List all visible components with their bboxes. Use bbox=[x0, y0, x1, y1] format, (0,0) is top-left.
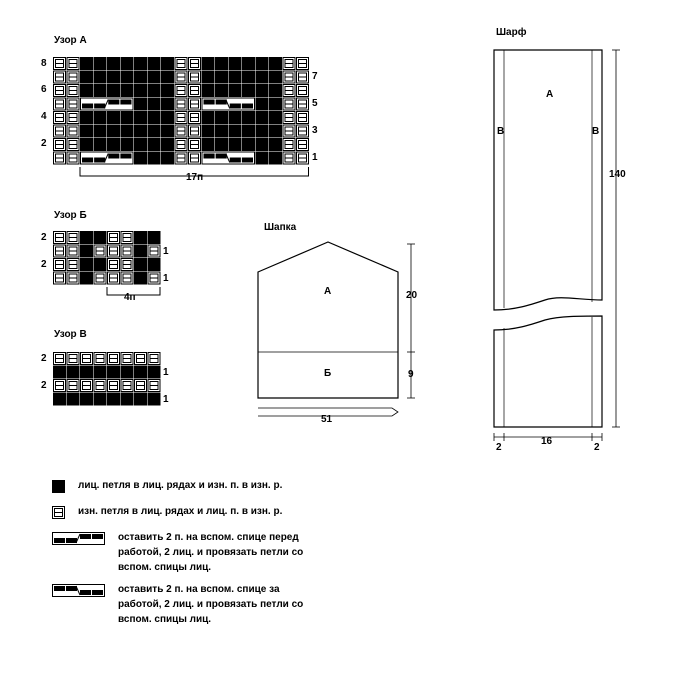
legend-cable-back-line2: работой, 2 лиц. и провязать петли со bbox=[118, 599, 304, 610]
pattern-b-row-1b: 1 bbox=[163, 273, 169, 284]
knit-stitch-icon bbox=[229, 125, 241, 137]
knit-stitch-icon bbox=[135, 366, 147, 378]
purl-stitch-icon bbox=[121, 380, 133, 392]
knit-stitch-icon bbox=[108, 125, 120, 137]
scarf-edge-left-width: 2 bbox=[496, 442, 502, 453]
knit-stitch-icon bbox=[162, 98, 174, 110]
knit-stitch-icon bbox=[54, 393, 66, 405]
scarf-center-width: 16 bbox=[541, 436, 553, 447]
cable-stitch-mark bbox=[54, 586, 65, 591]
purl-stitch-icon bbox=[283, 139, 295, 151]
cable-stitch-mark bbox=[230, 158, 241, 163]
knit-stitch-icon bbox=[216, 112, 228, 124]
pattern-b-title: Узор Б bbox=[54, 210, 87, 221]
knit-stitch-icon bbox=[135, 125, 147, 137]
knit-stitch-icon bbox=[67, 366, 79, 378]
knit-stitch-icon bbox=[81, 112, 93, 124]
cable-stitch-mark bbox=[108, 154, 119, 159]
hat-section-a: А bbox=[324, 286, 332, 297]
scarf-section-a: А bbox=[546, 89, 554, 100]
purl-stitch-icon bbox=[297, 139, 309, 151]
knit-stitch-icon bbox=[148, 125, 160, 137]
cable-stitch-mark bbox=[92, 590, 103, 595]
purl-stitch-icon bbox=[283, 112, 295, 124]
purl-stitch-icon bbox=[67, 98, 79, 110]
knit-stitch-icon bbox=[243, 85, 255, 97]
cable-stitch-mark bbox=[216, 154, 227, 159]
pattern-b-row-1a: 1 bbox=[163, 246, 169, 257]
knit-stitch-icon bbox=[54, 366, 66, 378]
purl-stitch-icon bbox=[54, 98, 66, 110]
purl-stitch-icon bbox=[148, 353, 160, 365]
knit-stitch-icon bbox=[229, 58, 241, 70]
cable-stitch-mark bbox=[80, 534, 91, 539]
knit-stitch-icon bbox=[270, 98, 282, 110]
purl-stitch-icon bbox=[54, 139, 66, 151]
knit-stitch-icon bbox=[135, 393, 147, 405]
purl-stitch-icon bbox=[94, 272, 106, 284]
purl-stitch-icon bbox=[297, 85, 309, 97]
knit-stitch-icon bbox=[121, 58, 133, 70]
knit-stitch-icon bbox=[135, 152, 147, 164]
purl-stitch-icon bbox=[189, 152, 201, 164]
knit-stitch-icon bbox=[229, 71, 241, 83]
knit-stitch-icon bbox=[81, 71, 93, 83]
knit-stitch-icon bbox=[202, 71, 214, 83]
purl-stitch-icon bbox=[297, 152, 309, 164]
purl-stitch-icon bbox=[67, 58, 79, 70]
knit-stitch-icon bbox=[148, 152, 160, 164]
cable-stitch-mark bbox=[120, 100, 131, 105]
purl-stitch-icon bbox=[297, 125, 309, 137]
knit-stitch-icon bbox=[202, 139, 214, 151]
purl-stitch-icon bbox=[54, 58, 66, 70]
knit-stitch-icon bbox=[81, 245, 93, 257]
purl-stitch-icon bbox=[108, 380, 120, 392]
purl-stitch-icon bbox=[67, 139, 79, 151]
cable-stitch-mark bbox=[66, 586, 77, 591]
purl-stitch-icon bbox=[175, 139, 187, 151]
knit-stitch-icon bbox=[216, 85, 228, 97]
knit-stitch-icon bbox=[256, 98, 268, 110]
cable-stitch-mark bbox=[108, 100, 119, 105]
purl-stitch-icon bbox=[189, 139, 201, 151]
purl-stitch-icon bbox=[67, 232, 79, 244]
knit-stitch-icon bbox=[216, 71, 228, 83]
knit-stitch-icon bbox=[121, 366, 133, 378]
knit-stitch-icon bbox=[270, 58, 282, 70]
knit-stitch-icon bbox=[135, 85, 147, 97]
purl-stitch-icon bbox=[81, 380, 93, 392]
cable-stitch-mark bbox=[216, 100, 227, 105]
pattern-v-title: Узор В bbox=[54, 329, 87, 340]
knit-stitch-icon bbox=[121, 139, 133, 151]
scarf-length: 140 bbox=[609, 169, 626, 180]
purl-stitch-icon bbox=[175, 98, 187, 110]
knit-stitch-icon bbox=[148, 85, 160, 97]
pattern-a-row-2: 2 bbox=[41, 138, 47, 149]
knit-stitch-icon bbox=[162, 139, 174, 151]
purl-stitch-icon bbox=[283, 98, 295, 110]
knit-stitch-icon bbox=[148, 139, 160, 151]
knit-stitch-icon bbox=[148, 232, 160, 244]
knit-stitch-icon bbox=[108, 112, 120, 124]
pattern-v-row-2a: 2 bbox=[41, 353, 47, 364]
knit-stitch-icon bbox=[81, 58, 93, 70]
knit-stitch-icon bbox=[108, 85, 120, 97]
hat-section-b: Б bbox=[324, 368, 332, 379]
purl-stitch-icon bbox=[67, 353, 79, 365]
legend-cable-back-line3: вспом. спицы лиц. bbox=[118, 614, 212, 625]
cable-stitch-mark bbox=[120, 154, 131, 159]
knit-stitch-icon bbox=[108, 366, 120, 378]
knit-stitch-icon bbox=[162, 58, 174, 70]
purl-stitch-icon bbox=[54, 85, 66, 97]
purl-stitch-icon bbox=[297, 112, 309, 124]
knit-stitch-icon bbox=[270, 85, 282, 97]
knit-stitch-icon bbox=[162, 152, 174, 164]
knit-stitch-icon bbox=[94, 112, 106, 124]
cable-stitch-mark bbox=[82, 158, 93, 163]
legend-knit-text: лиц. петля в лиц. рядах и изн. п. в изн. р. bbox=[78, 480, 283, 491]
cable-stitch-mark bbox=[242, 104, 253, 109]
knit-stitch-icon bbox=[81, 139, 93, 151]
purl-stitch-icon bbox=[67, 380, 79, 392]
hat-height-bottom: 9 bbox=[408, 369, 414, 380]
knit-stitch-icon bbox=[216, 58, 228, 70]
purl-stitch-icon bbox=[121, 245, 133, 257]
scarf-edge-left: В bbox=[497, 126, 505, 137]
purl-stitch-icon bbox=[283, 71, 295, 83]
knit-stitch-icon bbox=[121, 112, 133, 124]
knit-stitch-icon bbox=[135, 71, 147, 83]
knit-stitch-icon bbox=[202, 85, 214, 97]
pattern-a-row-6: 6 bbox=[41, 84, 47, 95]
knit-stitch-icon bbox=[135, 259, 147, 271]
purl-stitch-icon bbox=[67, 272, 79, 284]
knit-stitch-icon bbox=[81, 232, 93, 244]
knit-stitch-icon bbox=[135, 245, 147, 257]
purl-stitch-icon bbox=[283, 125, 295, 137]
purl-stitch-icon bbox=[121, 272, 133, 284]
knit-stitch-icon bbox=[270, 112, 282, 124]
cable-stitch-mark bbox=[66, 538, 77, 543]
purl-stitch-icon bbox=[121, 353, 133, 365]
cable-stitch-mark bbox=[204, 100, 215, 105]
cable-stitch-mark bbox=[94, 158, 105, 163]
knit-stitch-icon bbox=[121, 393, 133, 405]
knit-stitch-icon bbox=[270, 125, 282, 137]
knit-stitch-icon bbox=[148, 393, 160, 405]
purl-stitch-icon bbox=[67, 259, 79, 271]
purl-stitch-icon bbox=[175, 71, 187, 83]
knit-stitch-icon bbox=[135, 232, 147, 244]
purl-stitch-icon bbox=[175, 58, 187, 70]
knit-stitch-icon bbox=[202, 112, 214, 124]
purl-stitch-icon bbox=[54, 245, 66, 257]
pattern-a-row-5: 5 bbox=[312, 98, 318, 109]
legend-cable-back-line1: оставить 2 п. на вспом. спице за bbox=[118, 584, 280, 595]
knit-stitch-icon bbox=[243, 71, 255, 83]
knit-stitch-icon bbox=[94, 232, 106, 244]
purl-stitch-icon bbox=[283, 85, 295, 97]
pattern-a-row-3: 3 bbox=[312, 125, 318, 136]
knit-stitch-icon bbox=[162, 71, 174, 83]
knit-stitch-icon bbox=[121, 85, 133, 97]
knit-stitch-icon bbox=[135, 139, 147, 151]
knit-stitch-icon bbox=[81, 85, 93, 97]
knit-stitch-icon bbox=[94, 71, 106, 83]
knit-stitch-icon bbox=[94, 366, 106, 378]
knit-stitch-icon bbox=[94, 58, 106, 70]
knit-stitch-icon bbox=[270, 152, 282, 164]
knit-stitch-icon bbox=[256, 152, 268, 164]
knit-stitch-icon bbox=[81, 125, 93, 137]
purl-stitch-icon bbox=[297, 58, 309, 70]
purl-stitch-icon bbox=[54, 125, 66, 137]
scarf-title: Шарф bbox=[496, 27, 527, 38]
purl-stitch-icon bbox=[67, 125, 79, 137]
cable-stitch-mark bbox=[230, 104, 241, 109]
pattern-a-width-label: 17п bbox=[186, 172, 204, 183]
purl-stitch-icon bbox=[54, 112, 66, 124]
knit-stitch-icon bbox=[256, 71, 268, 83]
scarf-edge-right: В bbox=[592, 126, 600, 137]
purl-stitch-icon bbox=[135, 380, 147, 392]
purl-stitch-icon bbox=[189, 58, 201, 70]
cable-stitch-mark bbox=[242, 158, 253, 163]
cable-stitch-mark bbox=[82, 104, 93, 109]
knit-stitch-icon bbox=[243, 125, 255, 137]
pattern-b-row-2a: 2 bbox=[41, 232, 47, 243]
purl-stitch-icon bbox=[54, 71, 66, 83]
legend-purl-text: изн. петля в лиц. рядах и лиц. п. в изн. р. bbox=[78, 506, 283, 517]
pattern-a-row-7: 7 bbox=[312, 71, 318, 82]
purl-stitch-icon bbox=[108, 232, 120, 244]
purl-stitch-icon bbox=[148, 272, 160, 284]
purl-stitch-icon bbox=[108, 272, 120, 284]
purl-stitch-icon bbox=[297, 98, 309, 110]
legend-purl-icon bbox=[53, 507, 65, 519]
purl-stitch-icon bbox=[189, 71, 201, 83]
legend-knit-icon bbox=[53, 481, 65, 493]
knit-stitch-icon bbox=[148, 71, 160, 83]
purl-stitch-icon bbox=[54, 272, 66, 284]
knit-stitch-icon bbox=[256, 139, 268, 151]
purl-stitch-icon bbox=[175, 152, 187, 164]
knit-stitch-icon bbox=[256, 125, 268, 137]
knit-stitch-icon bbox=[243, 112, 255, 124]
knit-stitch-icon bbox=[162, 85, 174, 97]
purl-stitch-icon bbox=[67, 112, 79, 124]
knit-stitch-icon bbox=[216, 139, 228, 151]
knit-stitch-icon bbox=[256, 85, 268, 97]
knit-stitch-icon bbox=[202, 58, 214, 70]
knit-stitch-icon bbox=[135, 272, 147, 284]
knit-stitch-icon bbox=[148, 259, 160, 271]
purl-stitch-icon bbox=[54, 232, 66, 244]
knit-stitch-icon bbox=[216, 125, 228, 137]
legend-cable-front-line3: вспом. спицы лиц. bbox=[118, 562, 212, 573]
knit-stitch-icon bbox=[81, 259, 93, 271]
purl-stitch-icon bbox=[54, 380, 66, 392]
knit-stitch-icon bbox=[256, 58, 268, 70]
pattern-a-row-8: 8 bbox=[41, 58, 47, 69]
knit-stitch-icon bbox=[229, 85, 241, 97]
purl-stitch-icon bbox=[67, 85, 79, 97]
knit-stitch-icon bbox=[229, 139, 241, 151]
purl-stitch-icon bbox=[54, 152, 66, 164]
purl-stitch-icon bbox=[94, 245, 106, 257]
purl-stitch-icon bbox=[121, 259, 133, 271]
knit-stitch-icon bbox=[270, 139, 282, 151]
knit-stitch-icon bbox=[148, 112, 160, 124]
knit-stitch-icon bbox=[162, 112, 174, 124]
knit-stitch-icon bbox=[162, 125, 174, 137]
knit-stitch-icon bbox=[67, 393, 79, 405]
purl-stitch-icon bbox=[189, 125, 201, 137]
scarf-edge-right-width: 2 bbox=[594, 442, 600, 453]
purl-stitch-icon bbox=[135, 353, 147, 365]
purl-stitch-icon bbox=[175, 112, 187, 124]
knit-stitch-icon bbox=[135, 98, 147, 110]
knit-stitch-icon bbox=[108, 139, 120, 151]
knit-stitch-icon bbox=[94, 125, 106, 137]
knit-stitch-icon bbox=[148, 98, 160, 110]
hat-title: Шапка bbox=[264, 222, 297, 233]
purl-stitch-icon bbox=[67, 245, 79, 257]
purl-stitch-icon bbox=[189, 112, 201, 124]
knit-stitch-icon bbox=[94, 393, 106, 405]
knit-stitch-icon bbox=[135, 112, 147, 124]
purl-stitch-icon bbox=[189, 85, 201, 97]
purl-stitch-icon bbox=[283, 152, 295, 164]
knit-stitch-icon bbox=[148, 366, 160, 378]
knit-stitch-icon bbox=[108, 58, 120, 70]
cable-stitch-mark bbox=[94, 104, 105, 109]
purl-stitch-icon bbox=[175, 125, 187, 137]
purl-stitch-icon bbox=[121, 232, 133, 244]
cable-stitch-mark bbox=[80, 590, 91, 595]
knit-stitch-icon bbox=[81, 272, 93, 284]
purl-stitch-icon bbox=[283, 58, 295, 70]
knit-stitch-icon bbox=[243, 58, 255, 70]
knit-stitch-icon bbox=[81, 366, 93, 378]
legend-cable-front-line1: оставить 2 п. на вспом. спице перед bbox=[118, 532, 299, 543]
hat-width: 51 bbox=[321, 414, 333, 425]
cable-stitch-mark bbox=[204, 154, 215, 159]
pattern-v-row-2b: 2 bbox=[41, 380, 47, 391]
knit-stitch-icon bbox=[108, 71, 120, 83]
knit-stitch-icon bbox=[94, 85, 106, 97]
scarf-bottom-piece bbox=[494, 316, 602, 427]
purl-stitch-icon bbox=[148, 380, 160, 392]
knit-stitch-icon bbox=[229, 112, 241, 124]
purl-stitch-icon bbox=[108, 245, 120, 257]
pattern-v-row-1b: 1 bbox=[163, 394, 169, 405]
knit-stitch-icon bbox=[243, 139, 255, 151]
knit-stitch-icon bbox=[81, 393, 93, 405]
pattern-a-row-4: 4 bbox=[41, 111, 47, 122]
pattern-v-row-1a: 1 bbox=[163, 367, 169, 378]
purl-stitch-icon bbox=[175, 85, 187, 97]
knit-stitch-icon bbox=[121, 125, 133, 137]
pattern-b-row-2b: 2 bbox=[41, 259, 47, 270]
cable-stitch-mark bbox=[92, 534, 103, 539]
purl-stitch-icon bbox=[67, 71, 79, 83]
knit-stitch-icon bbox=[94, 139, 106, 151]
pattern-a-row-1: 1 bbox=[312, 152, 318, 163]
purl-stitch-icon bbox=[67, 152, 79, 164]
knit-stitch-icon bbox=[148, 58, 160, 70]
purl-stitch-icon bbox=[108, 353, 120, 365]
purl-stitch-icon bbox=[54, 259, 66, 271]
purl-stitch-icon bbox=[94, 353, 106, 365]
knit-stitch-icon bbox=[256, 112, 268, 124]
pattern-a-title: Узор А bbox=[54, 35, 87, 46]
hat-height-top: 20 bbox=[406, 290, 418, 301]
purl-stitch-icon bbox=[297, 71, 309, 83]
knit-stitch-icon bbox=[108, 393, 120, 405]
knit-stitch-icon bbox=[270, 71, 282, 83]
purl-stitch-icon bbox=[148, 245, 160, 257]
knit-stitch-icon bbox=[135, 58, 147, 70]
knit-stitch-icon bbox=[121, 71, 133, 83]
purl-stitch-icon bbox=[54, 353, 66, 365]
purl-stitch-icon bbox=[108, 259, 120, 271]
purl-stitch-icon bbox=[189, 98, 201, 110]
purl-stitch-icon bbox=[94, 380, 106, 392]
knit-stitch-icon bbox=[202, 125, 214, 137]
legend-cable-front-line2: работой, 2 лиц. и провязать петли со bbox=[118, 547, 304, 558]
purl-stitch-icon bbox=[81, 353, 93, 365]
knit-stitch-icon bbox=[94, 259, 106, 271]
cable-stitch-mark bbox=[54, 538, 65, 543]
pattern-b-width-label: 4п bbox=[124, 292, 136, 303]
